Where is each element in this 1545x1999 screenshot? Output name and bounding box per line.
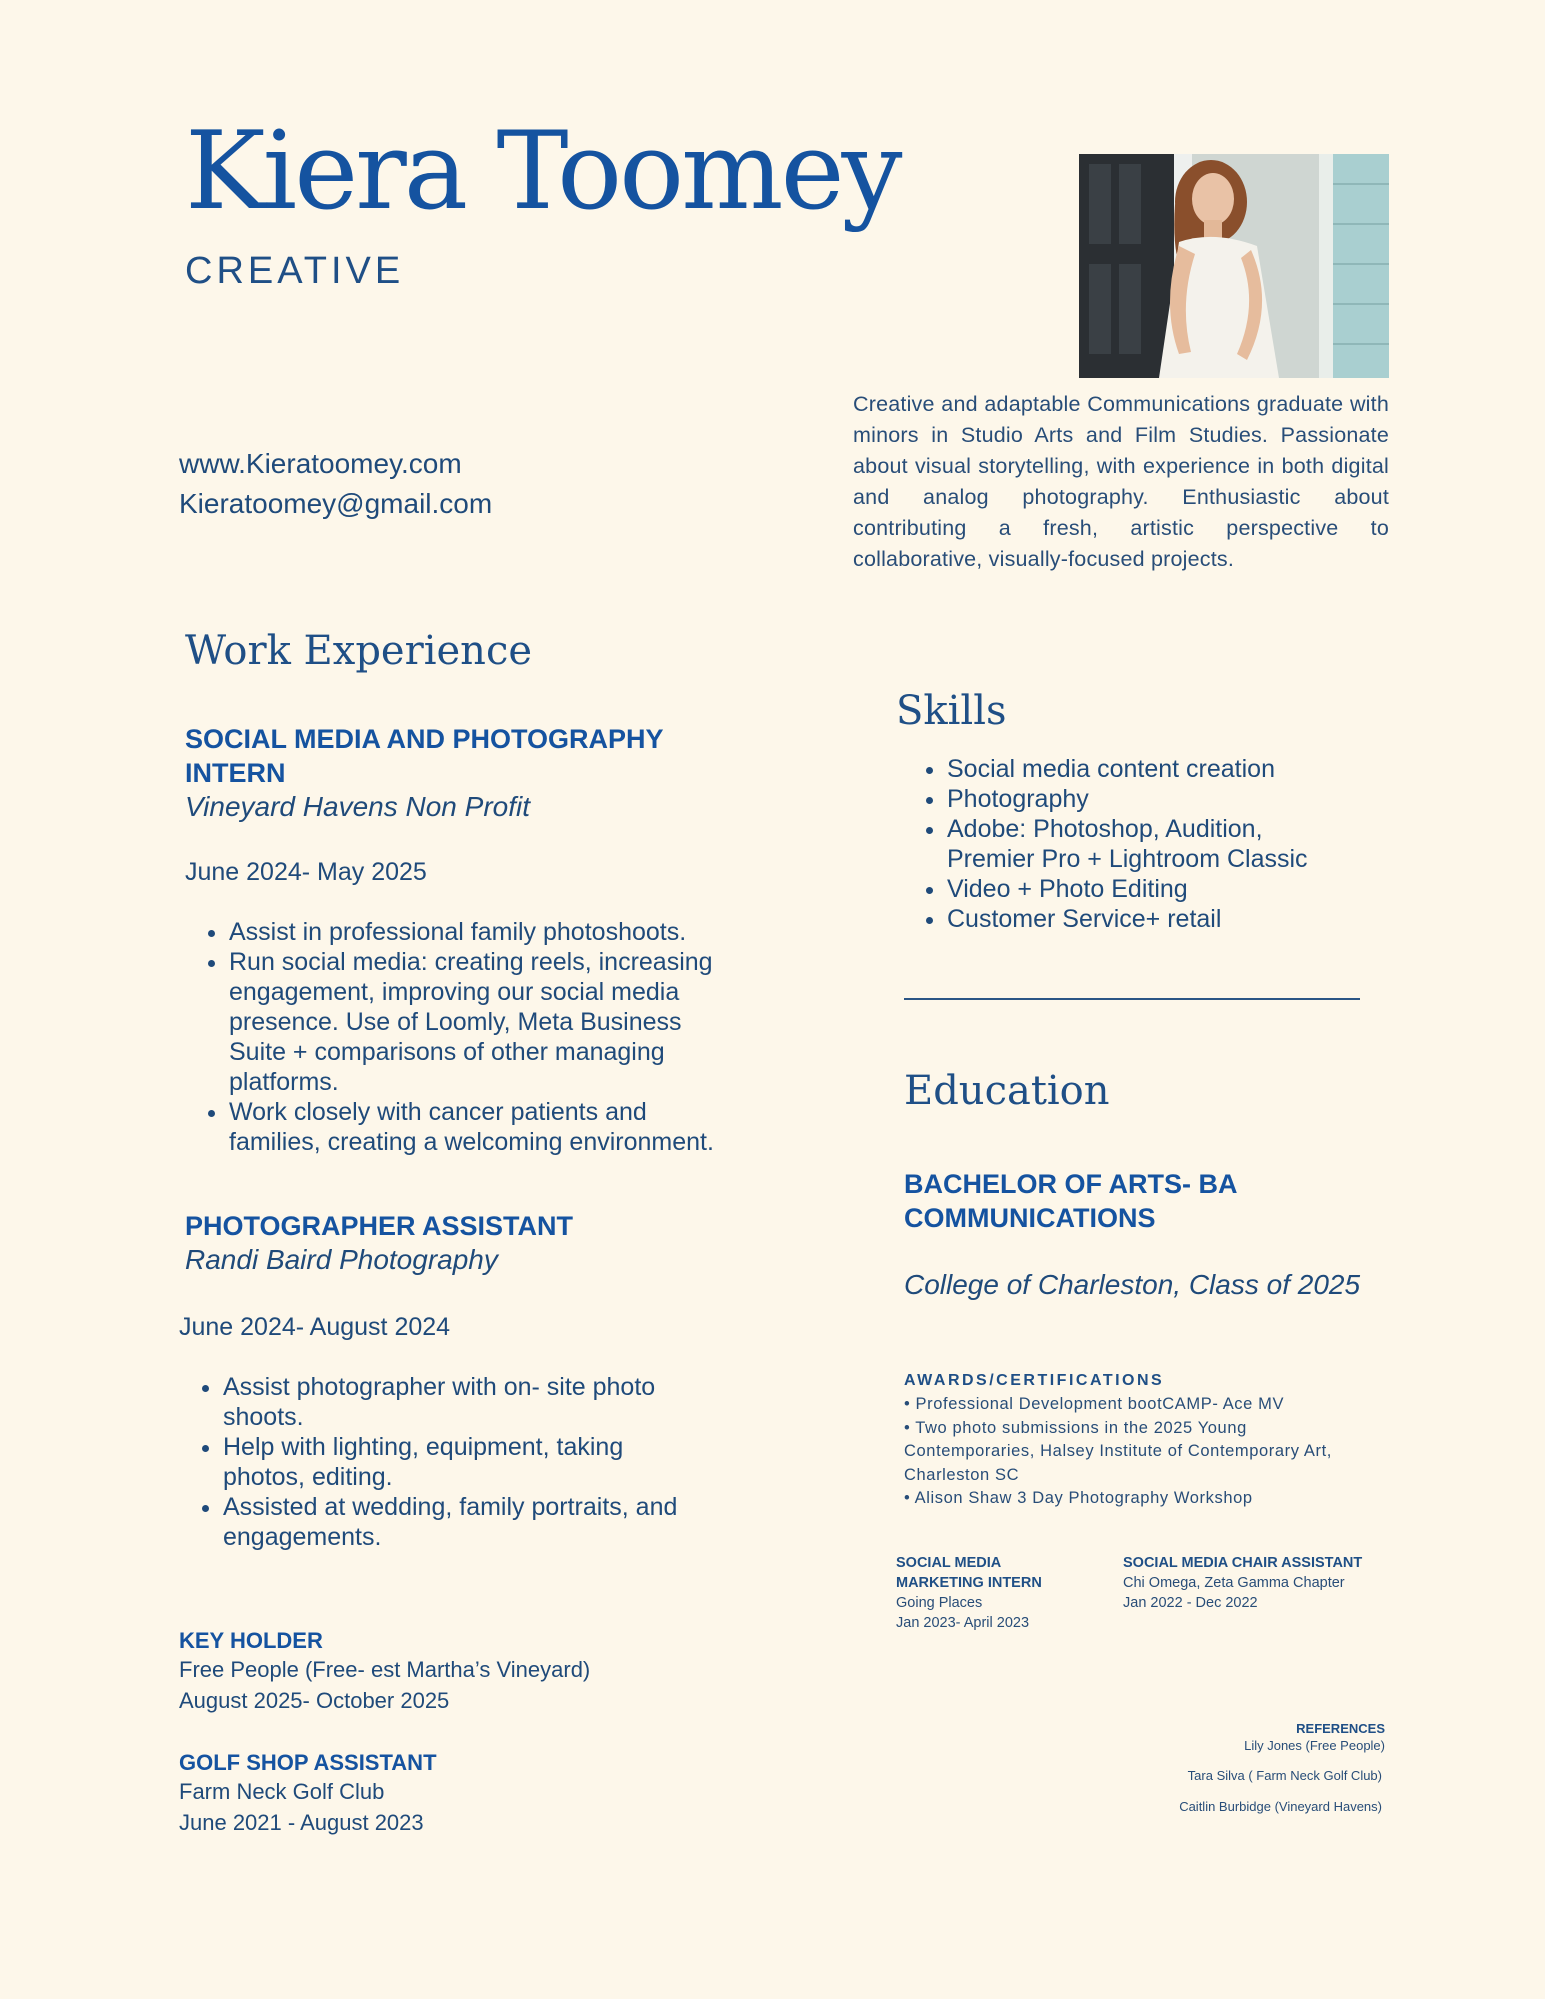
awards-heading: AWARDS/CERTIFICATIONS xyxy=(904,1372,1165,1389)
education-degree: BACHELOR OF ARTS- BA COMMUNICATIONS xyxy=(904,1169,1237,1233)
reference-item: Lily Jones (Free People) xyxy=(1244,1738,1385,1753)
skills-heading: Skills xyxy=(896,688,1007,734)
extra-role-date: Jan 2023- April 2023 xyxy=(896,1615,1030,1631)
job-date: August 2025- October 2025 xyxy=(179,1688,450,1713)
list-item: • Help with lighting, equipment, taking photos, editing. xyxy=(223,1432,709,1492)
extra-role-org: Chi Omega, Zeta Gamma Chapter xyxy=(1123,1575,1345,1591)
list-item: • Run social media: creating reels, increasing engagement, improving our social media presence. Use of Loomly, Meta Business Suite + comparisons of other managing platforms. xyxy=(229,947,745,1097)
list-item: • Assist in professional family photoshoots. xyxy=(229,917,745,947)
list-item: • Assist photographer with on- site photo shoots. xyxy=(223,1372,709,1432)
extra-role-date: Jan 2022 - Dec 2022 xyxy=(1123,1595,1258,1611)
job-organization: Randi Baird Photography xyxy=(185,1244,498,1275)
extra-role-org: Going Places xyxy=(896,1595,983,1611)
education-school: College of Charleston, Class of 2025 xyxy=(904,1269,1361,1300)
reference-item: Caitlin Burbidge (Vineyard Havens) xyxy=(1179,1799,1382,1814)
profile-photo xyxy=(1079,154,1389,378)
extra-role xyxy=(1123,1553,1363,1613)
references-block xyxy=(1179,1721,1385,1814)
job-title: KEY HOLDER xyxy=(179,1628,323,1653)
job-date: June 2024- May 2025 xyxy=(185,858,427,886)
job-title: PHOTOGRAPHER ASSISTANT xyxy=(185,1211,574,1241)
education-heading: Education xyxy=(904,1068,1110,1114)
skills-list xyxy=(903,754,1353,934)
list-item: • Work closely with cancer patients and families, creating a welcoming environment. xyxy=(229,1097,745,1157)
contact-block xyxy=(179,444,492,524)
email-link[interactable]: Kieratoomey@gmail.com xyxy=(179,488,493,519)
reference-item: Tara Silva ( Farm Neck Golf Club) xyxy=(1187,1768,1382,1783)
references-heading: REFERENCES xyxy=(1296,1721,1385,1736)
awards-list xyxy=(904,1393,1374,1511)
job-entry xyxy=(179,1628,590,1716)
website-link[interactable]: www.Kieratoomey.com xyxy=(179,448,462,479)
job-organization: Vineyard Havens Non Profit xyxy=(185,791,530,822)
job-entry xyxy=(179,1750,437,1838)
job-bullets xyxy=(179,1372,709,1552)
job-bullets xyxy=(185,917,745,1157)
list-item: • Assisted at wedding, family portraits, and engagements. xyxy=(223,1492,709,1552)
list-item: • Alison Shaw 3 Day Photography Workshop xyxy=(904,1489,1253,1507)
resume-name: Kiera Toomey xyxy=(185,109,900,234)
list-item: • Video + Photo Editing xyxy=(947,874,1353,904)
job-entry xyxy=(185,722,725,824)
profile-summary: Creative and adaptable Communications graduate with minors in Studio Arts and Film Studies. Passionate about visual storytelling, with experience in both digital and analog photography. Enthusiastic about contributing a fresh, artistic perspective to collaborative, visually-focused projects. xyxy=(853,392,1389,571)
job-organization: Free People (Free- est Martha’s Vineyard) xyxy=(179,1657,591,1682)
job-title: SOCIAL MEDIA AND PHOTOGRAPHY INTERN xyxy=(185,724,664,788)
section-divider xyxy=(904,998,1360,1000)
resume-role: CREATIVE xyxy=(185,250,405,292)
list-item: • Adobe: Photoshop, Audition, Premier Pro + Lightroom Classic xyxy=(947,814,1353,874)
list-item: • Professional Development bootCAMP- Ace MV xyxy=(904,1395,1285,1413)
job-organization: Farm Neck Golf Club xyxy=(179,1779,385,1804)
extra-role xyxy=(896,1553,1076,1633)
job-entry xyxy=(185,1209,745,1277)
work-experience-heading: Work Experience xyxy=(185,628,533,674)
list-item: • Customer Service+ retail xyxy=(947,904,1353,934)
extra-role-title: SOCIAL MEDIA MARKETING INTERN xyxy=(896,1555,1042,1591)
extra-role-title: SOCIAL MEDIA CHAIR ASSISTANT xyxy=(1123,1555,1363,1571)
list-item: • Photography xyxy=(947,784,1353,814)
list-item: • Two photo submissions in the 2025 Young Contemporaries, Halsey Institute of Contemporary Art, Charleston SC xyxy=(904,1418,1332,1484)
job-date: June 2024- August 2024 xyxy=(179,1313,451,1341)
job-title: GOLF SHOP ASSISTANT xyxy=(179,1750,437,1775)
job-date: June 2021 - August 2023 xyxy=(179,1810,424,1835)
list-item: • Social media content creation xyxy=(947,754,1353,784)
